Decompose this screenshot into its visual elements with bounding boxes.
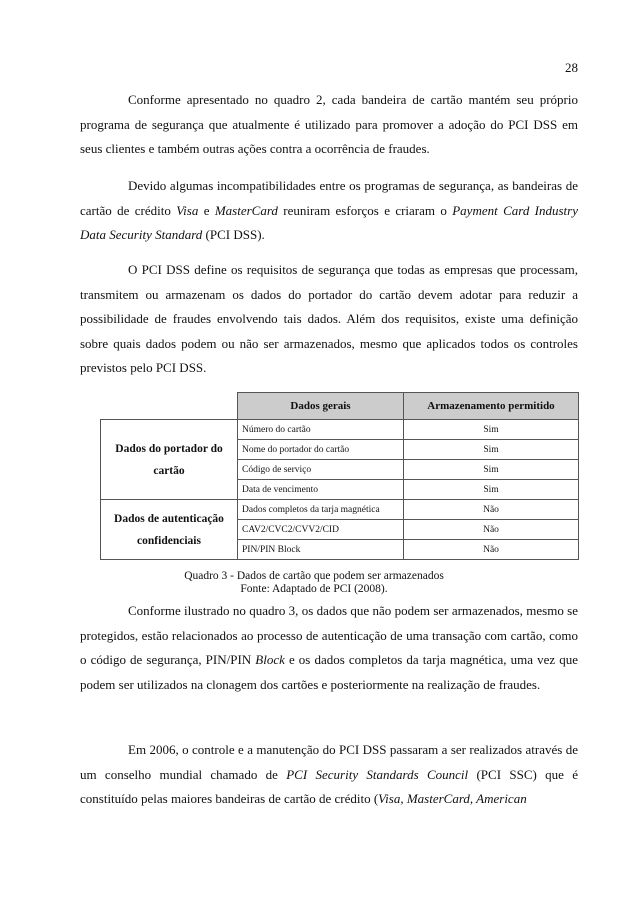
paragraph-2-text-a: Devido algumas incompatibilidades entre os programas de segurança, as bandeiras de cartão de crédito <box>80 178 578 218</box>
paragraph-2-text-d: (PCI DSS). <box>202 227 265 242</box>
card-data-table <box>100 392 579 560</box>
row-allowed: Sim <box>404 480 579 500</box>
paragraph-4-text-b: e os dados completos da tarja magnética, uma vez que podem ser utilizados na clonagem dos cartões e posteriormente na realização de fraudes. <box>80 652 578 692</box>
group-sensitive-auth-data: Dados de autenticação confidenciais <box>101 500 238 560</box>
term-visa: Visa <box>176 202 199 218</box>
paragraph-5-text-a: Em 2006, o controle e a manutenção do PCI DSS passaram a ser realizados através de um conselho mundial chamado de <box>80 742 578 782</box>
term-block: Block <box>255 652 285 667</box>
row-allowed: Sim <box>404 420 579 440</box>
row-item: Dados completos da tarja magnética <box>238 500 404 520</box>
row-item: CAV2/CVC2/CVV2/CID <box>238 520 404 540</box>
caption-title: Quadro 3 - Dados de cartão que podem ser armazenados <box>184 570 444 582</box>
table-row <box>101 420 579 440</box>
table-header-row <box>101 393 579 420</box>
paragraph-4 <box>80 599 578 697</box>
row-item: Número do cartão <box>238 420 404 440</box>
group-cardholder-data: Dados do portador do cartão <box>101 420 238 500</box>
row-allowed: Não <box>404 540 579 560</box>
row-allowed: Sim <box>404 460 579 480</box>
caption-source: Fonte: Adaptado de PCI (2008). <box>240 583 388 595</box>
table-caption <box>80 570 578 596</box>
row-allowed: Sim <box>404 440 579 460</box>
paragraph-5 <box>80 738 578 812</box>
header-general-data: Dados gerais <box>238 393 404 420</box>
row-item: Nome do portador do cartão <box>238 440 404 460</box>
term-pci-ssc: PCI Security Standards Council <box>286 766 469 782</box>
table-row <box>101 500 579 520</box>
paragraph-2 <box>80 174 578 248</box>
row-item: Código de serviço <box>238 460 404 480</box>
paragraph-3: O PCI DSS define os requisitos de segurança que todas as empresas que processam, transmitem ou armazenam os dados do portador do cartão devem adotar para reduzir a possibilidade de fraudes envolvendo tais dados. Além dos requisitos, existe uma definição sobre quais dados podem ou não ser armazenados, mesmo que aplicados todos os controles previstos pelo PCI DSS. <box>80 262 578 375</box>
row-item: Data de vencimento <box>238 480 404 500</box>
paragraph-2-text-b: e <box>198 202 215 218</box>
paragraph-4-text-a: Conforme ilustrado no quadro 3, os dados que não podem ser armazenados, mesmo se protegidos, estão relacionados ao processo de autenticação de uma transação com cartão, como o código de segurança, PIN/PIN <box>80 603 578 667</box>
header-storage-allowed: Armazenamento permitido <box>404 393 579 420</box>
row-allowed: Não <box>404 520 579 540</box>
table-corner-blank <box>101 393 238 420</box>
paragraph-2-text-c: reuniram esforços e criaram o <box>277 202 453 218</box>
term-card-brands: Visa, MasterCard, American <box>378 791 527 806</box>
row-allowed: Não <box>404 500 579 520</box>
paragraph-5-text-b: (PCI SSC) que é constituído pelas maiores bandeiras de cartão de crédito ( <box>80 766 579 806</box>
term-pci-dss: Payment Card Industry Data Security Standard <box>80 202 578 242</box>
paragraph-1: Conforme apresentado no quadro 2, cada bandeira de cartão mantém seu próprio programa de segurança que atualmente é utilizado para promover a adoção do PCI DSS em seus clientes e também outras ações contra a ocorrência de fraudes. <box>80 92 578 156</box>
term-mastercard: MasterCard <box>214 202 278 218</box>
row-item: PIN/PIN Block <box>238 540 404 560</box>
page-number: 28 <box>565 60 578 75</box>
